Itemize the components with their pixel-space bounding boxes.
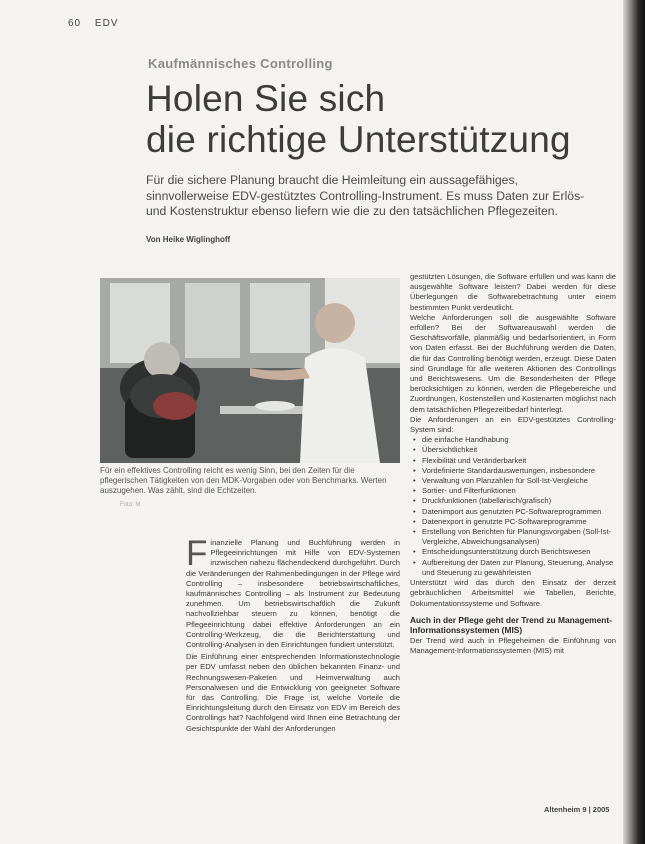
article-column-right bbox=[410, 272, 616, 656]
list-item: • Vordefinierte Standardauswertungen, insbesondere bbox=[422, 466, 616, 476]
paragraph-5: Die Anforderungen an ein EDV-gestütztes Controlling-System sind: bbox=[410, 414, 616, 435]
paragraph-4: Welche Anforderungen soll die ausgewählte Software erfüllen? Bei der Softwareauswahl werden die Geschäftsvorfälle, planmäßig und bedarfsorientiert, in Form von Daten erfasst. Bei der Buchführung werden die Daten, die für das Controlling benötigt werden, erzeugt. Diese Daten sind Grundlage für alle weiteren Aktionen des Controllings und Berichtswesens. Um die Besonderheiten der Pflege berücksichtigen zu können, werden die Pflegebereiche und Zuordnungen, Kostenstellen und Kostenarten möglichst nach dem tatsächlichen Pflegezeitbedarf hinterlegt. bbox=[410, 312, 616, 414]
page-header bbox=[68, 18, 128, 29]
article-byline: Von Heike Wiglinghoff bbox=[146, 235, 231, 244]
photo-illustration bbox=[100, 278, 400, 463]
article-title-line-1: Holen Sie sich bbox=[146, 78, 386, 119]
list-item: • Verwaltung von Planzahlen für Soll-Ist-Vergleiche bbox=[422, 476, 616, 486]
list-item: • die einfache Handhabung bbox=[422, 435, 616, 445]
paragraph-1-text: inanzielle Planung und Buchführung werden in Pflegeeinrichtungen mit Hilfe von EDV-Systemen inzwischen nahezu flächendeckend durchgeführt. Durch die Veränderungen der Rahmenbedingungen in der Pflege wird Controlling – insbesondere betriebswirtschaftliches, kaufmännisches Controlling – als Instrument zur Bedeutung zunehmen. Um betriebswirtschaftlich die Zukunft nachvollziehbar steuern zu können, benötigt die Pflegeeinrichtung dabei effektive Anforderungen an ein Controlling-Werkzeug, die die Berichterstattung und Controlling-Analysen in den Einrichtungen fundiert unterstützt. bbox=[186, 538, 400, 650]
list-item: • Flexibilität und Veränderbarkeit bbox=[422, 456, 616, 466]
list-item: • Datenexport in genutzte PC-Softwareprogramme bbox=[422, 517, 616, 527]
list-item: • Aufbereitung der Daten zur Planung, Steuerung, Analyse und Steuerung zu gewährleisten bbox=[422, 558, 616, 578]
list-item: • Druckfunktionen (tabellarisch/grafisch) bbox=[422, 496, 616, 506]
page-number: 60 bbox=[68, 18, 82, 29]
article-lead: Für die sichere Planung braucht die Heimleitung ein aussagefähiges, sinnvollerweise EDV-gestütztes Controlling-Instrument. Es muss Daten zur Erlös- und Kostenstruktur ebenso liefern wie die zu den tatsächlichen Pflegezeiten. bbox=[146, 173, 585, 218]
page-edge-shadow bbox=[623, 0, 645, 844]
requirements-list bbox=[410, 435, 616, 578]
list-item: • Entscheidungsunterstützung durch Berichtswesen bbox=[422, 547, 616, 557]
paragraph-1 bbox=[186, 534, 400, 650]
section-label: EDV bbox=[94, 18, 119, 29]
article-title bbox=[146, 78, 571, 160]
paragraph-2: Die Einführung einer entsprechenden Informationstechnologie per EDV umfasst neben den üblichen bekannten Finanz- und Rechnungswesen-Paketen und Heimverwaltung auch Personalwesen und die Entwicklung von geeigneter Software für das Controlling. Die Frage ist, welche Vorteile die Einrichtungsleitung durch den Einsatz von EDV im Bereich des Controllings hat? Nachfolgend wird Ihnen eine Betrachtung der Gesichtspunkte der Wahl der Anforderungen bbox=[186, 652, 400, 733]
paragraph-6: Unterstützt wird das durch den Einsatz der derzeit gebräuchlichen Arbeitsmittel wie Tabellen, Berichte, Dokumentationssysteme und Software. bbox=[410, 578, 616, 608]
article-column-left bbox=[186, 534, 400, 736]
article-kicker: Kaufmännisches Controlling bbox=[148, 56, 333, 71]
page-footer: Altenheim 9 | 2005 bbox=[544, 805, 610, 814]
photo-caption: Für ein effektives Controlling reicht es wenig Sinn, bei den Zeiten für die pflegerischen Tätigkeiten von den MDK-Vorgaben oder von Benchmarks. Werten auszugehen. Was zählt, sind die Echtzeiten. bbox=[100, 466, 387, 495]
section-heading: Auch in der Pflege geht der Trend zu Management-Informationssystemen (MIS) bbox=[410, 614, 612, 635]
list-item: • Erstellung von Berichten für Planungsvorgaben (Soll-Ist-Vergleiche, Abweichungsanalysen) bbox=[422, 527, 616, 547]
drop-cap: F bbox=[186, 534, 208, 573]
list-item: • Übersichtlichkeit bbox=[422, 445, 616, 455]
article-photo bbox=[100, 278, 400, 463]
article-title-line-2: die richtige Unterstützung bbox=[146, 119, 571, 160]
list-item: • Sortier- und Filterfunktionen bbox=[422, 486, 616, 496]
photo-credit: Foto: M bbox=[120, 502, 141, 508]
paragraph-7: Der Trend wird auch in Pflegeheimen die Einführung von Management-Informationssystemen (MIS) mit bbox=[410, 635, 616, 655]
list-item: • Datenimport aus genutzten PC-Softwareprogrammen bbox=[422, 507, 616, 517]
paragraph-3: gestützten Lösungen, die Software erfüllen und was kann die ausgewählte Software leisten? Dabei werden für diese Überlegungen die Softwarebetrachtung unter einem bestimmten Punkt verdeutlicht. bbox=[410, 272, 616, 312]
